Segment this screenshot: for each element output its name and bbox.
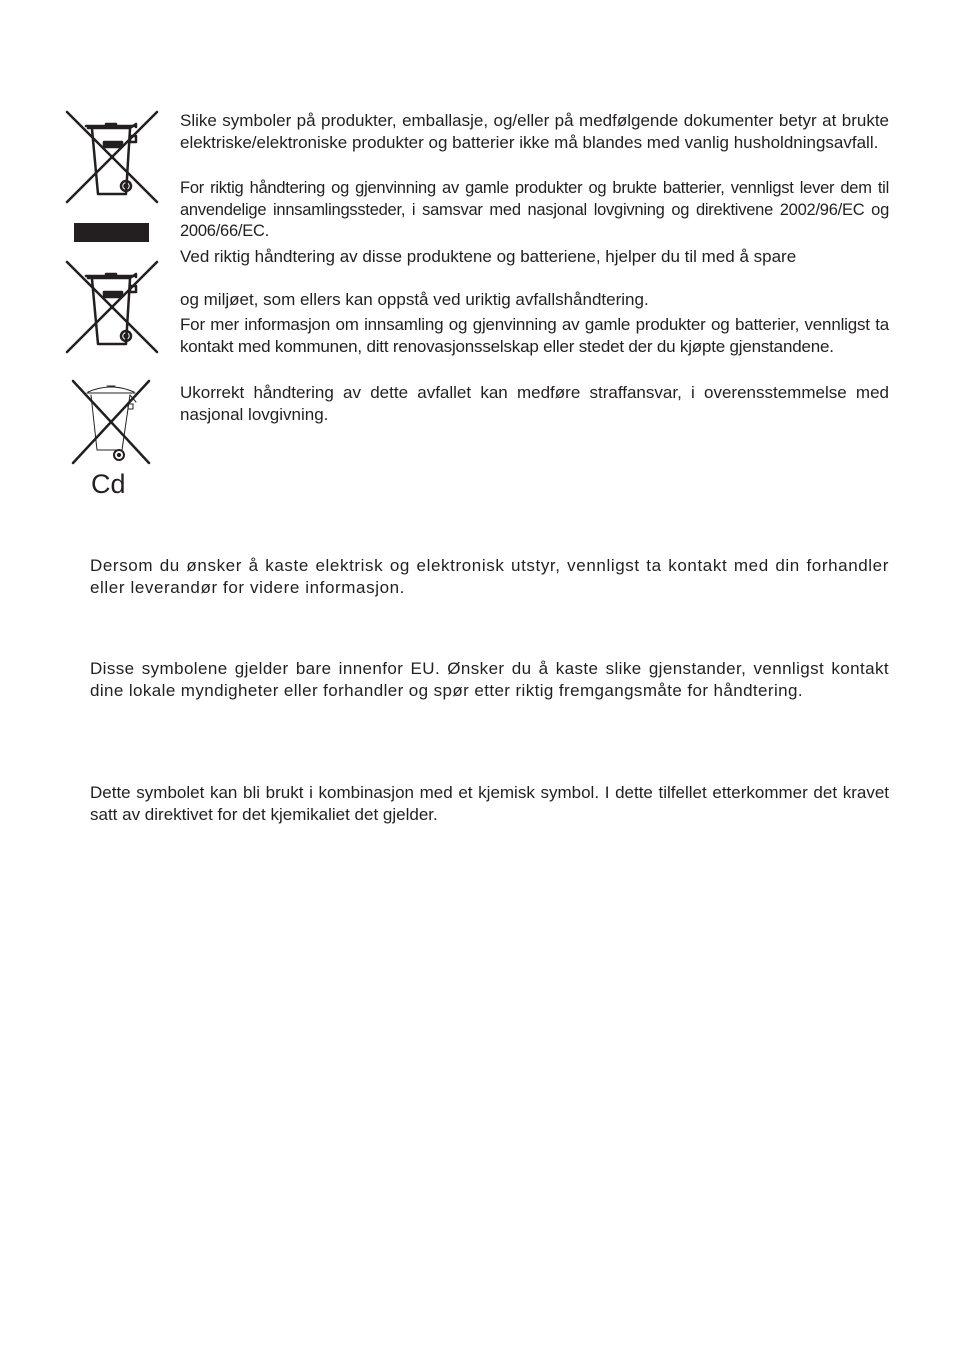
paragraph-chemical-symbol-note: Dette symbolet kan bli brukt i kombinasjon med et kjemisk symbol. I dette tilfellet etterkommer det kravet satt av direktivet for det kjemikaliet det gjelder. xyxy=(90,783,889,824)
paragraph-symbol-meaning: Slike symboler på produkter, emballasje, og/eller på medfølgende dokumenter betyr at brukte elektriske/elektroniske produkter og batterier ikke må blandes med vanlig husholdningsavfall. xyxy=(180,111,889,152)
paragraph-outside-eu: Disse symbolene gjelder bare innenfor EU. Ønsker du å kaste slike gjenstander, vennligst kontakt dine lokale myndigheter eller forhandler og spør etter riktig fremgangsmåte for håndtering. xyxy=(90,659,889,700)
crossed-out-wheelie-bin-icon xyxy=(70,378,152,466)
paragraph-more-information: For mer informasjon om innsamling og gjenvinning av gamle produkter og batterier, vennligst ta kontakt med kommunen, ditt renovasjonsselskap eller stedet der du kjøpte gjenstandene. xyxy=(180,315,889,356)
paragraph-proper-disposal: For riktig håndtering og gjenvinning av gamle produkter og brukte batterier, vennligst lever dem til anvendelige innsamlingssteder, i samsvar med nasjonal lovgivning og direktivene 2002/96/EC og 2006/66/EC. xyxy=(180,179,889,240)
crossed-out-wheelie-bin-icon xyxy=(64,110,160,246)
paragraph-business-users: Dersom du ønsker å kaste elektrisk og elektronisk utstyr, vennligst ta kontakt med din forhandler eller leverandør for videre informasjon. xyxy=(90,556,889,597)
paragraph-saving-resources: Ved riktig håndtering av disse produktene og batteriene, hjelper du til med å spare xyxy=(180,247,797,266)
cadmium-chemical-symbol: Cd xyxy=(91,469,126,499)
paragraph-environment: og miljøet, som ellers kan oppstå ved uriktig avfallshåndtering. xyxy=(180,290,649,309)
crossed-out-wheelie-bin-icon xyxy=(64,260,160,356)
paragraph-penalties: Ukorrekt håndtering av dette avfallet kan medføre straffansvar, i overensstemmelse med nasjonal lovgivning. xyxy=(180,383,889,424)
